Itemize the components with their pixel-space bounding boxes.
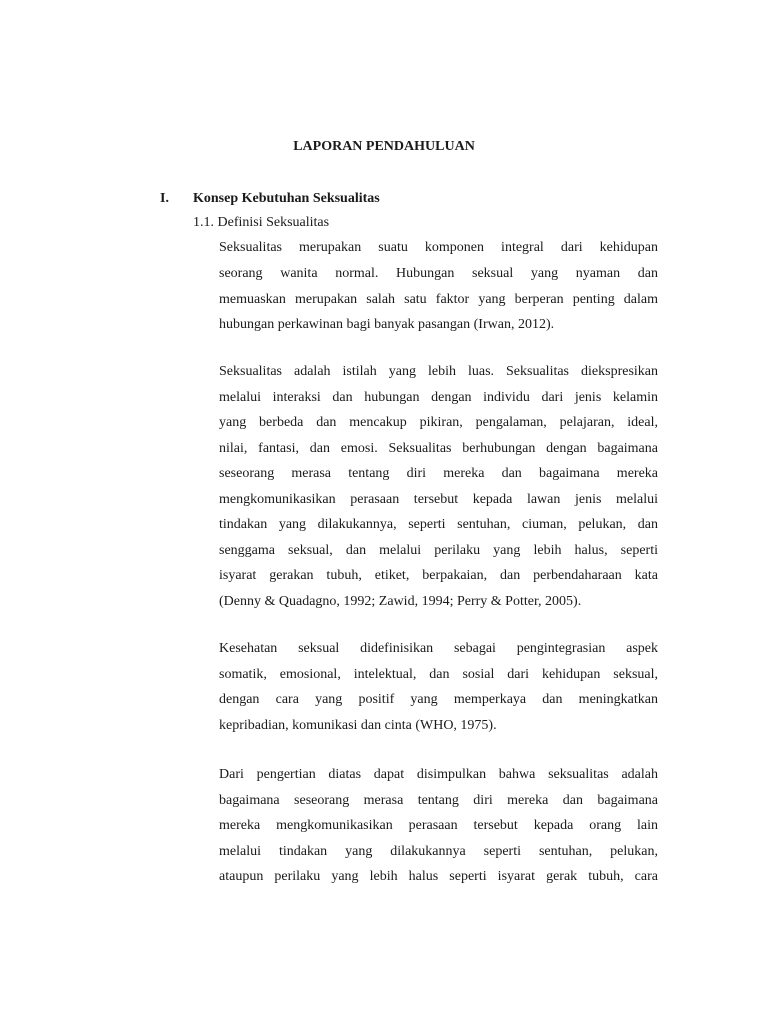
page-title: LAPORAN PENDAHULUAN: [293, 139, 475, 154]
paragraph-line: melalui interaksi dan hubungan dengan individu dari jenis kelamin: [219, 390, 658, 405]
paragraph-line: (Denny & Quadagno, 1992; Zawid, 1994; Perry & Potter, 2005).: [219, 594, 582, 609]
paragraph-line: Kesehatan seksual didefinisikan sebagai pengintegrasian aspek: [219, 641, 658, 656]
paragraph-line: senggama seksual, dan melalui perilaku yang lebih halus, seperti: [219, 543, 658, 558]
section-title: Konsep Kebutuhan Seksualitas: [193, 191, 380, 206]
paragraph-line: memuaskan merupakan salah satu faktor yang berperan penting dalam: [219, 292, 658, 307]
paragraph-line: dengan cara yang positif yang memperkaya dan meningkatkan: [219, 692, 658, 707]
paragraph-line: Seksualitas adalah istilah yang lebih luas. Seksualitas diekspresikan: [219, 364, 658, 379]
paragraph-line: Seksualitas merupakan suatu komponen integral dari kehidupan: [219, 240, 658, 255]
paragraph-line: kepribadian, komunikasi dan cinta (WHO, 1975).: [219, 718, 497, 733]
paragraph-line: seorang wanita normal. Hubungan seksual yang nyaman dan: [219, 266, 658, 281]
paragraph-line: somatik, emosional, intelektual, dan sosial dari kehidupan seksual,: [219, 667, 658, 682]
paragraph-line: seseorang merasa tentang diri mereka dan bagaimana mereka: [219, 466, 658, 481]
subsection-heading: 1.1. Definisi Seksualitas: [193, 215, 330, 230]
paragraph-line: tindakan yang dilakukannya, seperti sentuhan, ciuman, pelukan, dan: [219, 517, 658, 532]
paragraph-line: nilai, fantasi, dan emosi. Seksualitas berhubungan dengan bagaimana: [219, 441, 658, 456]
paragraph-line: Dari pengertian diatas dapat disimpulkan bahwa seksualitas adalah: [219, 767, 658, 782]
paragraph-line: mereka mengkomunikasikan perasaan tersebut kepada orang lain: [219, 818, 658, 833]
section-number: I.: [160, 191, 169, 206]
paragraph-line: melalui tindakan yang dilakukannya seperti sentuhan, pelukan,: [219, 844, 658, 859]
paragraph-line: ataupun perilaku yang lebih halus seperti isyarat gerak tubuh, cara: [219, 869, 658, 884]
paragraph-line: isyarat gerakan tubuh, etiket, berpakaian, dan perbendaharaan kata: [219, 568, 658, 583]
paragraph-line: hubungan perkawinan bagi banyak pasangan (Irwan, 2012).: [219, 317, 555, 332]
paragraph-line: mengkomunikasikan perasaan tersebut kepada lawan jenis melalui: [219, 492, 658, 507]
paragraph-line: yang berbeda dan mencakup pikiran, pengalaman, pelajaran, ideal,: [219, 415, 658, 430]
paragraph-line: bagaimana seseorang merasa tentang diri mereka dan bagaimana: [219, 793, 658, 808]
